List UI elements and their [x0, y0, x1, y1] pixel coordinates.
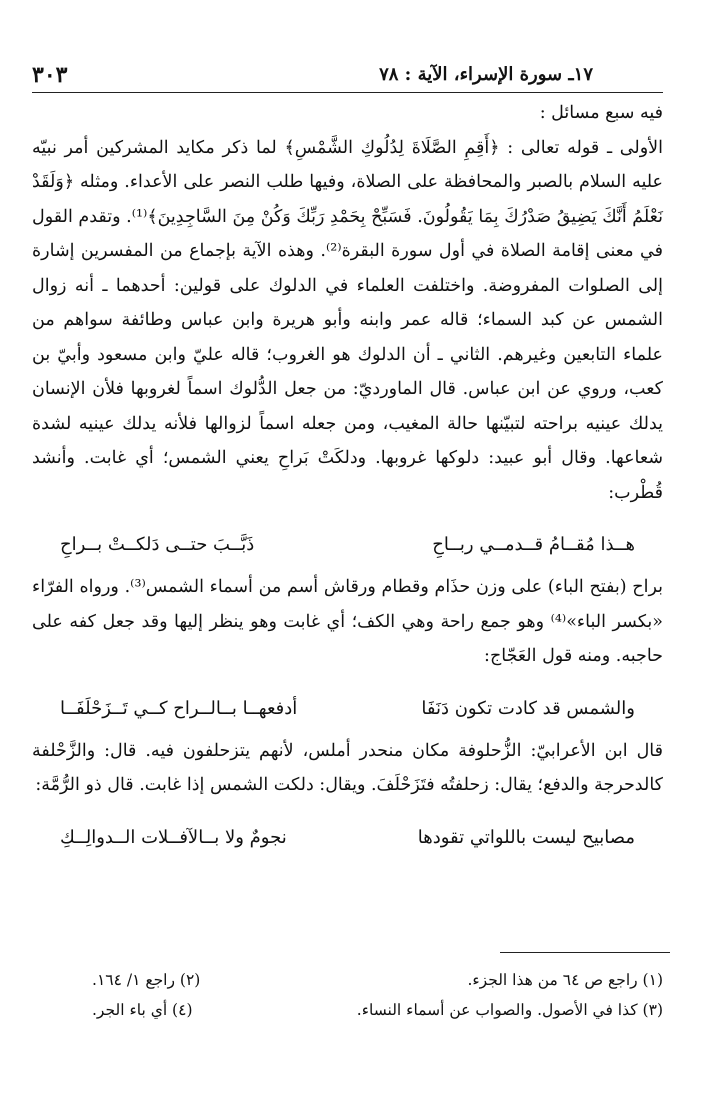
- verse-qutrub: [60, 528, 635, 562]
- paragraph-ibn-arabi: قال ابن الأعرابيّ: الزُّحلوفة مكان منحدر أملس، لأنهم يتزحلفون فيه. قال: والزَّحْلفة كالدحرجة والدفع؛ يقال: زحلفتُه فتَزَحْلَفَ. ويقال: دلكت الشمس إذا غابت. قال ذو الرُّمَّة:: [32, 740, 663, 795]
- paragraph-intro: فيه سبع مسائل :: [539, 103, 663, 123]
- running-head: ١٧ـ سورة الإسراء، الآية : ٧٨: [379, 64, 593, 85]
- paragraph-first-issue: الأولى ـ قوله تعالى : ﴿أَقِمِ الصَّلَاةَ لِدُلُوكِ الشَّمْسِ﴾ لما ذكر مكايد المشركين أمر نبيّه عليه السلام بالصبر والمحافظة على الصلاة، وفيها طلب النصر على الأعداء. ومثله ﴿وَلَقَدْ نَعْلَمُ أَنَّكَ يَضِيقُ صَدْرُكَ بِمَا يَقُولُونَ. فَسَبِّحْ بِحَمْدِ رَبِّكَ وَكُنْ مِنَ السَّاجِدِينَ﴾⁽¹⁾. وتقدم القول في معنى إقامة الصلاة في أول سورة البقرة⁽²⁾. وهذه الآية بإجماع من المفسرين إشارة إلى الصلوات المفروضة. واختلفت العلماء في الدلوك على قولين: أحدهما ـ أنه زوال الشمس عن كبد السماء؛ قاله عمر وابنه وأبو هريرة وابن عباس وطائفة سواهم من علماء التابعين وغيرهم. الثاني ـ أن الدلوك هو الغروب؛ قاله عليّ وابن مسعود وأبيّ بن كعب، وروي عن ابن عباس. قال الماورديّ: من جعل الدُّلوك اسماً لغروبها فلأن الإنسان يدلك عينيه براحته لتبيّنها حالة المغيب، ومن جعله اسماً لزوالها فلأنه يدلك عينيه لشدة شعاعها. وقال أبو عبيد: دلوكها غروبها. ودلكَتْ بَراحِ يعني الشمس؛ أي غابت. وأنشد قُطْرب:: [32, 137, 663, 503]
- verse-hemistich-left: أدفعهــا بــالــراح كــي تَــزَحْلَفَــا: [60, 697, 298, 719]
- verse-ajjaj: [60, 692, 635, 726]
- verse-hemistich-left: ذَبَّــبَ حتــى دَلكــتْ بــراحِ: [60, 534, 255, 555]
- footnote-4: (٤) أي باء الجر.: [92, 1001, 193, 1019]
- footnote-row: [32, 965, 663, 995]
- page-header: [32, 58, 663, 93]
- paragraph-barah: براح (بفتح الباء) على وزن حذَام وقطام ورقاش أسم من أسماء الشمس⁽³⁾. ورواه الفرّاء «بكسر الباء»⁽⁴⁾ وهو جمع راحة وهي الكف؛ أي غابت وهو ينظر إليها وقد جعل كفه على حاجبه. ومنه قول العَجّاج:: [32, 577, 663, 666]
- verse-dhu-rumma: [60, 821, 635, 855]
- footnote-divider: [500, 952, 670, 953]
- verse-hemistich-right: والشمس قد كادت تكون دَنَفَا: [421, 697, 635, 719]
- footnote-2: (٢) راجع ١/ ١٦٤.: [92, 971, 201, 989]
- footnote-row: [32, 995, 663, 1025]
- footnotes: [32, 965, 663, 1025]
- verse-hemistich-left: نجومٌ ولا بــالآفــلات الــدوالِــكِ: [60, 826, 287, 848]
- page-number: ٣٠٣: [32, 62, 68, 88]
- verse-hemistich-right: هــذا مُقــامُ قــدمــي ربــاحِ: [432, 534, 635, 555]
- body-text: [32, 96, 663, 863]
- verse-hemistich-right: مصابيح ليست باللواتي تقودها: [417, 826, 635, 848]
- footnote-3: (٣) كذا في الأصول. والصواب عن أسماء النساء.: [356, 1001, 663, 1019]
- footnote-1: (١) راجع ص ٦٤ من هذا الجزء.: [467, 971, 663, 989]
